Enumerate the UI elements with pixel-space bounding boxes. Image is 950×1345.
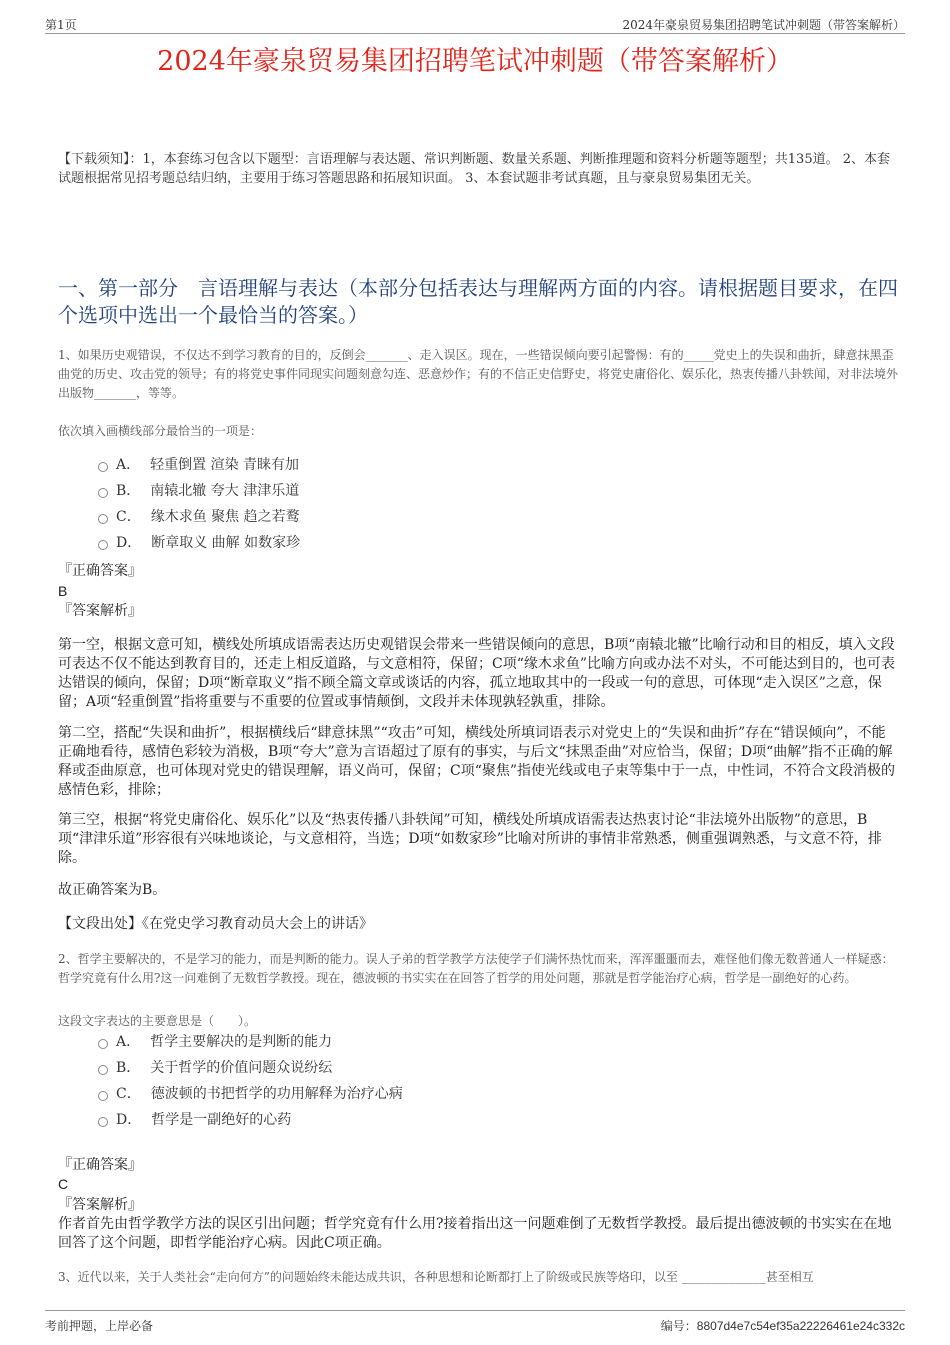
question-1-prompt: 依次填入画横线部分最恰当的一项是：: [58, 424, 263, 438]
page-footer: [45, 1310, 905, 1338]
option-key: B．: [116, 1060, 141, 1076]
correct-answer: B: [58, 583, 68, 599]
header-doc-title: 2024年豪泉贸易集团招聘笔试冲刺题（带答案解析）: [622, 18, 905, 32]
option-key: B．: [116, 483, 141, 499]
option-text: 缘木求鱼 聚焦 趋之若鹜: [150, 509, 300, 525]
option-2-b[interactable]: [98, 1055, 878, 1081]
radio-icon[interactable]: [98, 514, 108, 524]
option-text: 哲学是一副绝好的心药: [151, 1112, 292, 1128]
radio-icon[interactable]: [98, 488, 108, 498]
page-title: 2024年豪泉贸易集团招聘笔试冲刺题（带答案解析）: [157, 46, 793, 77]
analysis-label: 『答案解析』: [58, 603, 142, 619]
footer-doc-id: 编号：8807d4e7c54ef35a22226461e24c332c: [660, 1319, 905, 1333]
radio-icon[interactable]: [98, 1117, 108, 1127]
download-notice: 【下载须知】：1，本套练习包含以下题型：言语理解与表达题、常识判断题、数量关系题、判断推理题和资料分析题等题型；共135道。 2、本套试题根据常见招考题总结归纳，主要用于练习答题思路和拓展知识面。 3、本套试题非考试真题，且与豪泉贸易集团无关。: [58, 152, 890, 186]
section-heading: 一、第一部分 言语理解与表达（本部分包括表达与理解两方面的内容。请根据题目要求，在四个选项中选出一个最恰当的答案。）: [58, 276, 898, 327]
correct-answer: C: [58, 1176, 69, 1192]
analysis-conclusion: 故正确答案为B。: [58, 882, 167, 898]
page-number: 第1页: [45, 18, 77, 32]
option-2-c[interactable]: [98, 1081, 878, 1107]
question-2-stem: 2、哲学主要解决的，不是学习的能力，而是判断的能力。误人子弟的哲学教学方法使学子们满怀热忱而来，浑浑噩噩而去，难怪他们像无数普通人一样疑惑：哲学究竟有什么用?这一问难倒了无数哲学教授。现在，德波顿的书实实在在回答了哲学的用处问题，那就是哲学能治疗心病，哲学是一副绝好的心药。: [58, 952, 894, 985]
analysis-paragraph: 第二空，搭配“失误和曲折”，根据横线后“肆意抹黑”“攻击”可知，横线处所填词语表示对党史上的“失误和曲折”存在“错误倾向”，不能正确地看待，感情色彩较为消极，B项“夸大”意为言语超过了原有的事实，与后文“抹黑歪曲”对应恰当，保留；D项“曲解”指不正确的解释或歪曲原意，也可体现对党史的错误理解，语义尚可，保留；C项“聚焦”指使光线或电子束等集中于一点，中性词，不符合文段消极的感情色彩，排除；: [58, 725, 896, 798]
option-text: 关于哲学的价值问题众说纷纭: [150, 1060, 333, 1076]
option-key: C．: [116, 1086, 141, 1102]
question-1-options: [98, 452, 878, 556]
answer-label: 『正确答案』: [58, 1157, 142, 1173]
option-2-d[interactable]: [98, 1107, 878, 1133]
radio-icon[interactable]: [98, 540, 108, 550]
option-key: D．: [116, 1112, 142, 1128]
question-2-prompt: 这段文字表达的主要意思是（ ）。: [58, 1014, 257, 1028]
option-1-c[interactable]: [98, 504, 878, 530]
analysis-paragraph: 第三空，根据“将党史庸俗化、娱乐化”以及“热衷传播八卦轶闻”可知，横线处所填成语需表达热衷讨论“非法境外出版物”的意思，B项“津津乐道”形容很有兴味地谈论，与文意相符，当选；D项“如数家珍”比喻对所讲的事情非常熟悉，侧重强调熟悉，与文意不符，排除。: [58, 812, 882, 866]
option-text: 断章取义 曲解 如数家珍: [151, 535, 301, 551]
analysis-paragraph: 第一空，根据文意可知，横线处所填成语需表达历史观错误会带来一些错误倾向的意思，B项“南辕北辙”比喻行动和目的相反，填入文段可表达不仅不能达到教育目的，还走上相反道路，与文意相符，保留；C项“缘木求鱼”比喻方向或办法不对头，不可能达到目的，也可表达错误的倾向，保留；D项“断章取义”指不顾全篇文章或谈话的内容，孤立地取其中的一段或一句的意思，可体现“走入误区”之意，保留；A项“轻重倒置”指将重要与不重要的位置或事情颠倒，文段并未体现孰轻孰重，排除。: [58, 637, 896, 710]
footer-slogan: 考前押题，上岸必备: [45, 1319, 154, 1333]
question-1-stem: 1、如果历史观错误，不仅达不到学习教育的目的，反倒会_______、走入误区。现在，一些错误倾向要引起警惕：有的_____党史上的失误和曲折，肆意抹黑歪曲党的历史、攻击党的领导；有的将党史事件同现实问题刻意勾连、恶意炒作；有的不信正史信野史，将党史庸俗化、娱乐化，热衷传播八卦轶闻，对非法境外出版物_______，等等。: [58, 348, 899, 400]
option-1-d[interactable]: [98, 530, 878, 556]
radio-icon[interactable]: [98, 1039, 108, 1049]
page-header: [45, 14, 905, 34]
radio-icon[interactable]: [98, 1065, 108, 1075]
option-text: 哲学主要解决的是判断的能力: [150, 1034, 333, 1050]
radio-icon[interactable]: [98, 462, 108, 472]
option-text: 轻重倒置 渲染 青睐有加: [150, 457, 300, 473]
analysis-label: 『答案解析』: [58, 1197, 142, 1213]
option-key: D．: [116, 535, 142, 551]
option-key: C．: [116, 509, 141, 525]
option-text: 南辕北辙 夸大 津津乐道: [150, 483, 300, 499]
option-key: A．: [116, 1034, 141, 1050]
option-1-b[interactable]: [98, 478, 878, 504]
option-2-a[interactable]: [98, 1029, 878, 1055]
option-text: 德波顿的书把哲学的功用解释为治疗心病: [150, 1086, 403, 1102]
option-key: A．: [116, 457, 141, 473]
question-2-options: [98, 1029, 878, 1133]
analysis-paragraph: 作者首先由哲学教学方法的误区引出问题；哲学究竟有什么用?接着指出这一问题难倒了无数哲学教授。最后提出德波顿的书实实在在地回答了这个问题，即哲学能治疗心病。因此C项正确。: [58, 1216, 892, 1251]
question-3-stem: 3、近代以来，关于人类社会“走向何方”的问题始终未能达成共识，各种思想和论断都打上了阶级或民族等烙印，以至 ______________甚至相互: [58, 1270, 814, 1284]
option-1-a[interactable]: [98, 452, 878, 478]
source-citation: 【文段出处】《在党史学习教育动员大会上的讲话》: [58, 916, 373, 932]
radio-icon[interactable]: [98, 1091, 108, 1101]
answer-label: 『正确答案』: [58, 563, 142, 579]
